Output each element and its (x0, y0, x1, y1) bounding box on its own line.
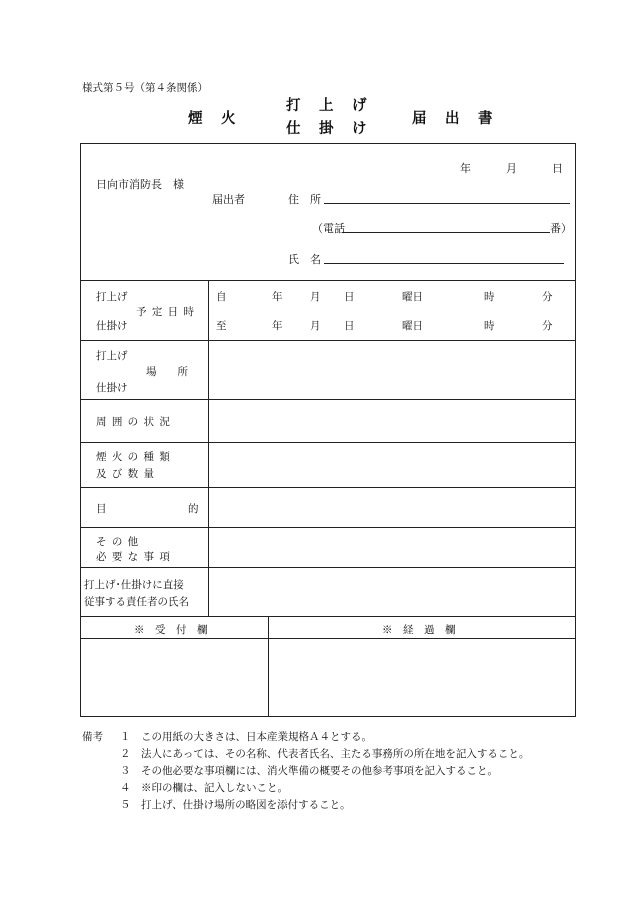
schedule-from-weekday: 曜日 (402, 291, 423, 303)
schedule-to-minute: 分 (542, 320, 553, 332)
row-divider (80, 638, 576, 639)
surroundings-label: 周 囲 の 状 況 (96, 416, 171, 428)
address-label: 住 所 (288, 193, 321, 206)
column-divider (268, 616, 269, 717)
date-year: 年 (460, 162, 471, 175)
schedule-to-year: 年 (272, 320, 283, 332)
other-field[interactable] (209, 528, 575, 567)
title-fireworks: 煙 火 (188, 110, 238, 127)
note-item: ４ ※印の欄は、記入しないこと。 (120, 782, 288, 794)
notes-label: 備考 (82, 731, 103, 743)
schedule-from-day: 日 (344, 291, 355, 303)
title-setpiece: 仕 掛 け (286, 120, 369, 137)
responsible-label-line1: 打上げ･仕掛けに直接 (84, 579, 184, 591)
surroundings-field[interactable] (209, 400, 575, 442)
schedule-to: 至 (216, 320, 227, 332)
place-label-setpiece: 仕掛け (96, 382, 128, 394)
note-item: ２ 法人にあっては、その名称、代表者氏名、主たる事務所の所在地を記入すること。 (120, 748, 530, 760)
other-label: そ の 他 (96, 536, 140, 548)
date-day: 日 (552, 162, 563, 175)
row-divider (80, 616, 576, 617)
place-label-launch: 打上げ (96, 350, 128, 362)
schedule-from-minute: 分 (542, 291, 553, 303)
note-item: ５ 打上げ、仕掛け場所の略図を添付すること。 (120, 799, 351, 811)
schedule-to-month: 月 (310, 320, 321, 332)
fireworks-type-label: 煙 火 の 種 類 (96, 451, 171, 463)
place-label: 場 所 (146, 366, 188, 378)
address-field[interactable] (324, 203, 570, 204)
addressee: 日向市消防長 様 (96, 178, 184, 191)
place-field[interactable] (209, 341, 575, 399)
schedule-from-month: 月 (310, 291, 321, 303)
note-item: ３ その他必要な事項欄には、消火準備の概要その他参考事項を記入すること。 (120, 765, 498, 777)
responsible-label-line2: 従事する責任者の氏名 (84, 596, 189, 608)
notifier-label: 届出者 (212, 193, 245, 206)
schedule-label-setpiece: 仕掛け (96, 320, 128, 332)
reception-header: ※ 受 付 欄 (134, 624, 208, 636)
schedule-from-hour: 時 (484, 291, 495, 303)
name-label: 氏 名 (288, 253, 321, 266)
notes-list (120, 729, 529, 814)
purpose-field[interactable] (209, 488, 575, 527)
date-month: 月 (506, 162, 517, 175)
schedule-to-hour: 時 (484, 320, 495, 332)
name-field[interactable] (324, 263, 564, 264)
purpose-label-left: 目 (96, 503, 107, 515)
schedule-from-year: 年 (272, 291, 283, 303)
phone-field[interactable] (342, 232, 550, 233)
phone-label: （電話 (312, 222, 345, 235)
purpose-label-right: 的 (188, 503, 199, 515)
responsible-field[interactable] (209, 568, 575, 616)
phone-suffix: 番） (550, 222, 572, 235)
schedule-to-day: 日 (344, 320, 355, 332)
progress-header: ※ 経 過 欄 (382, 624, 456, 636)
schedule-label-launch: 打上げ (96, 291, 128, 303)
title-notification: 届 出 書 (412, 110, 495, 127)
schedule-to-weekday: 曜日 (402, 320, 423, 332)
row-divider (80, 280, 576, 281)
fireworks-field[interactable] (209, 443, 575, 487)
fireworks-quantity-label: 及 び 数 量 (96, 468, 156, 480)
form-number: 様式第５号（第４条関係） (82, 82, 208, 94)
title-launch: 打 上 げ (286, 97, 369, 114)
note-item: １ この用紙の大きさは、日本産業規格Ａ４とする。 (120, 731, 372, 743)
other-required-label: 必 要 な 事 項 (96, 551, 171, 563)
schedule-label: 予 定 日 時 (136, 306, 196, 318)
schedule-from: 自 (216, 291, 227, 303)
